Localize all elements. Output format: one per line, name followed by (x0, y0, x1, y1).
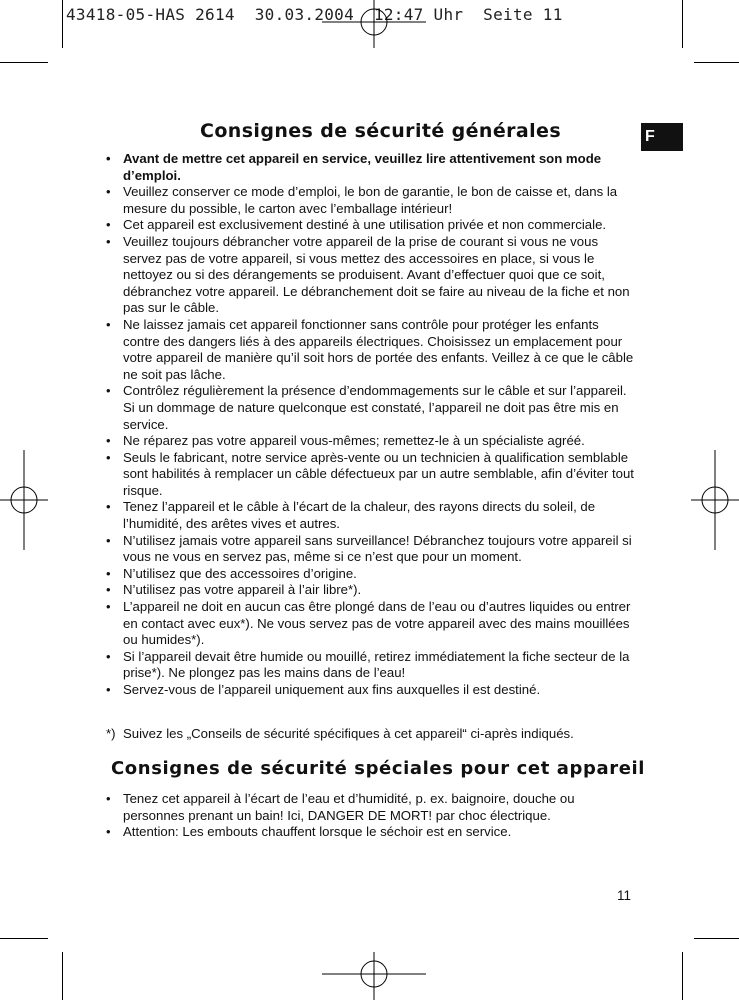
registration-mark-left (0, 450, 48, 550)
footnote (106, 726, 574, 741)
crop-mark (0, 938, 48, 939)
crop-mark (0, 62, 48, 63)
section-title-general-safety: Consignes de sécurité générales (200, 120, 562, 142)
list-item: • Ne réparez pas votre appareil vous-mêmes; remettez-le à un spécialiste agréé. (106, 433, 634, 450)
list-item: • Tenez l’appareil et le câble à l’écart de la chaleur, des rayons directs du soleil, de l’humidité, des arêtes vives et autres. (106, 499, 634, 532)
section-title-special-safety: Consignes de sécurité spéciales pour cet appareil (111, 758, 646, 779)
list-item: • N’utilisez que des accessoires d’origine. (106, 566, 634, 583)
registration-mark-right (691, 450, 739, 550)
list-item: • Contrôlez régulièrement la présence d’endommagements sur le câble et sur l’appareil. Si un dommage de nature quelconque est constaté, l’appareil ne doit pas être mis en service. (106, 383, 634, 433)
crop-mark (694, 938, 739, 939)
special-safety-list (106, 791, 634, 841)
list-item: • Attention: Les embouts chauffent lorsque le séchoir est en service. (106, 824, 634, 841)
list-item: • Cet appareil est exclusivement destiné à une utilisation privée et non commerciale. (106, 217, 634, 234)
list-item: • Veuillez conserver ce mode d’emploi, le bon de garantie, le bon de caisse et, dans la mesure du possible, le carton avec l’emballage intérieur! (106, 184, 634, 217)
crop-mark (682, 952, 683, 1000)
list-item: • Ne laissez jamais cet appareil fonctionner sans contrôle pour protéger les enfants contre des dangers liés à des appareils électriques. Choisissez un emplacement pour votre appareil de manière qu’il soit hors de portée des enfants. Veillez à ce que le câble ne soit pas lâche. (106, 317, 634, 383)
crop-mark (682, 0, 683, 48)
registration-mark-top (322, 0, 426, 48)
list-item: • N’utilisez jamais votre appareil sans surveillance! Débranchez toujours votre appareil si vous ne vous en servez pas, même si ce n’est que pour un moment. (106, 533, 634, 566)
general-safety-list (106, 151, 634, 699)
list-item: • N’utilisez pas votre appareil à l’air libre*). (106, 582, 634, 599)
crop-mark (694, 62, 739, 63)
footnote-text: Suivez les „Conseils de sécurité spécifiques à cet appareil“ ci-après indiqués. (123, 726, 574, 741)
crop-mark (62, 952, 63, 1000)
list-item: • Servez-vous de l’appareil uniquement aux fins auxquelles il est destiné. (106, 682, 634, 699)
footnote-marker: *) (106, 726, 116, 741)
language-tab: F (641, 123, 683, 151)
list-item: • Seuls le fabricant, notre service après-vente ou un technicien à qualification semblable sont habilités à remplacer un câble défectueux par un autre semblable, afin d’éviter tout risque. (106, 450, 634, 500)
page-number: 11 (617, 888, 632, 903)
list-item: • L’appareil ne doit en aucun cas être plongé dans de l’eau ou d’autres liquides ou entrer en contact avec eux*). Ne vous servez pas de votre appareil avec des mains mouillées ou humides*). (106, 599, 634, 649)
list-item: • Tenez cet appareil à l’écart de l’eau et d’humidité, p. ex. baignoire, douche ou personnes prenant un bain! Ici, DANGER DE MORT! par choc électrique. (106, 791, 634, 824)
print-header: 43418-05-HAS 2614 30.03.2004 12:47 Uhr Seite 11 (66, 5, 563, 24)
crop-mark (62, 0, 63, 48)
list-item: • Si l’appareil devait être humide ou mouillé, retirez immédiatement la fiche secteur de la prise*). Ne plongez pas les mains dans de l’eau! (106, 649, 634, 682)
list-item: • Veuillez toujours débrancher votre appareil de la prise de courant si vous ne vous servez pas de votre appareil, si vous mettez des accessoires en place, si vous le nettoyez ou si des dérangements se produisent. Avant d’effectuer quoi que ce soit, débranchez votre appareil. Le débranchement doit se faire au niveau de la fiche et non pas sur le câble. (106, 234, 634, 317)
list-item: • Avant de mettre cet appareil en service, veuillez lire attentivement son mode d’emploi. (106, 151, 634, 184)
registration-mark-bottom (322, 952, 426, 1000)
